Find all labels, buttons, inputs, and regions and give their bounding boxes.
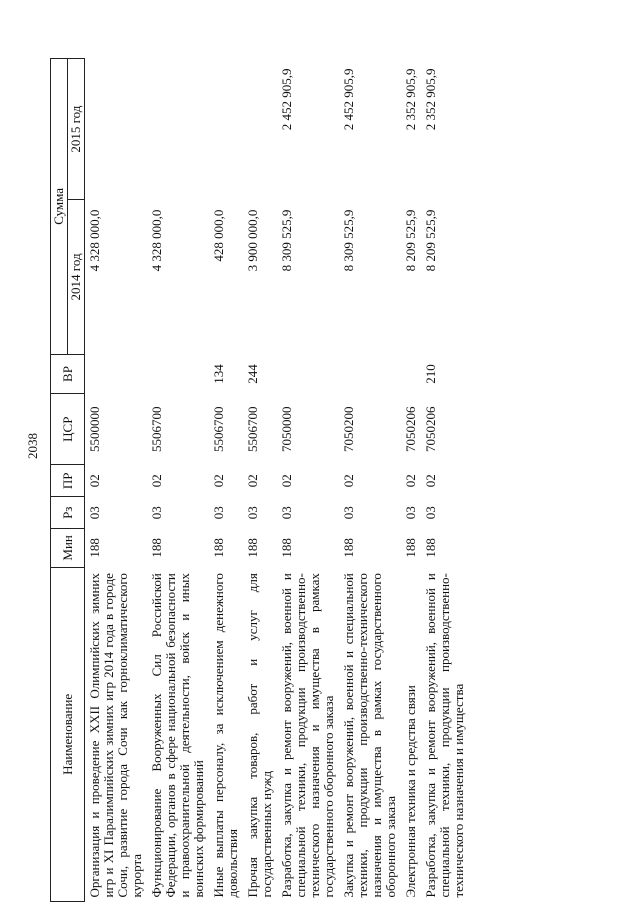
table-row (85, 59, 148, 902)
cell-vr (277, 354, 339, 394)
cell-name: Разработка, закупка и ремонт вооружений, военной и специальной техники, продукции производственно-технического назначения и имущества в рамках государственного оборонного заказа (279, 573, 336, 898)
cell-csr: 5500000 (87, 406, 102, 452)
cell-rz: 03 (279, 506, 294, 520)
cell-name: Закупка и ремонт вооружений, военной и специальной техники, продукции производственно-технического назначения и имущества в рамках государственного оборонного заказа (341, 573, 398, 898)
cell-vr (401, 354, 421, 394)
header-rz: Рз (51, 497, 85, 529)
cell-amount-2015 (147, 59, 209, 200)
table-row (401, 59, 421, 902)
cell-csr: 5506700 (149, 406, 164, 452)
cell-amount-2015: 2 452 905,9 (279, 68, 294, 131)
table-row (243, 59, 277, 902)
budget-table-sheet (50, 58, 590, 902)
cell-amount-2015 (85, 59, 148, 200)
cell-csr: 5506700 (211, 406, 226, 452)
cell-pr: 02 (245, 474, 260, 488)
cell-csr: 7050206 (423, 406, 438, 452)
header-name: Наименование (51, 567, 85, 901)
cell-csr: 7050000 (279, 406, 294, 452)
cell-vr: 134 (211, 364, 226, 384)
header-sum: Сумма (51, 59, 68, 355)
cell-min: 188 (245, 538, 260, 558)
cell-amount-2015 (243, 59, 277, 200)
table-row (147, 59, 209, 902)
cell-amount-2014: 8 209 525,9 (423, 209, 438, 272)
cell-amount-2015 (209, 59, 243, 200)
cell-csr: 5506700 (245, 406, 260, 452)
table-row (339, 59, 401, 902)
cell-name: Электронная техника и средства связи (403, 685, 418, 898)
cell-amount-2015: 2 452 905,9 (341, 68, 356, 131)
cell-pr: 02 (341, 474, 356, 488)
cell-amount-2014: 8 309 525,9 (341, 209, 356, 272)
cell-csr: 7050206 (403, 406, 418, 452)
cell-rz: 03 (211, 506, 226, 520)
table-row (421, 59, 469, 902)
table-body (85, 59, 470, 902)
cell-min: 188 (423, 538, 438, 558)
cell-pr: 02 (279, 474, 294, 488)
header-csr: ЦСР (51, 394, 85, 465)
cell-rz: 03 (149, 506, 164, 520)
cell-min: 188 (279, 538, 294, 558)
cell-rz: 03 (87, 506, 102, 520)
cell-min: 188 (149, 538, 164, 558)
cell-min: 188 (341, 538, 356, 558)
table-header (51, 59, 85, 902)
cell-rz: 03 (423, 506, 438, 520)
header-2014: 2014 год (68, 200, 85, 355)
header-vr: ВР (51, 354, 85, 394)
cell-pr: 02 (423, 474, 438, 488)
cell-csr: 7050200 (341, 406, 356, 452)
cell-amount-2014: 8 309 525,9 (279, 209, 294, 272)
cell-amount-2015: 2 352 905,9 (423, 68, 438, 131)
cell-name: Иные выплаты персоналу, за исключением денежного довольствия (211, 573, 240, 898)
cell-amount-2015: 2 352 905,9 (403, 68, 418, 131)
budget-table (50, 58, 469, 902)
cell-amount-2014: 4 328 000,0 (149, 209, 164, 272)
cell-rz: 03 (245, 506, 260, 520)
table-row (277, 59, 339, 902)
cell-amount-2014: 8 209 525,9 (403, 209, 418, 272)
header-2015: 2015 год (68, 59, 85, 200)
cell-name: Функционирование Вооруженных Сил Российской Федерации, органов в сфере национальной безопасности и правоохранительной деятельности, войск и иных воинских формирований (149, 573, 206, 898)
cell-amount-2014: 4 328 000,0 (87, 209, 102, 272)
cell-min: 188 (403, 538, 418, 558)
header-pr: ПР (51, 465, 85, 497)
cell-name: Прочая закупка товаров, работ и услуг для государственных нужд (245, 573, 274, 898)
cell-pr: 02 (211, 474, 226, 488)
cell-rz: 03 (341, 506, 356, 520)
cell-pr: 02 (149, 474, 164, 488)
cell-vr (339, 354, 401, 394)
cell-vr: 244 (245, 364, 260, 384)
cell-name: Разработка, закупка и ремонт вооружений, военной и специальной техники, продукции производственно-технического назначения и имущества (423, 573, 466, 898)
page-number: 2038 (25, 433, 40, 459)
table-row (209, 59, 243, 902)
cell-rz: 03 (403, 506, 418, 520)
cell-min: 188 (211, 538, 226, 558)
header-min: Мин (51, 529, 85, 568)
cell-pr: 02 (403, 474, 418, 488)
cell-vr (85, 354, 148, 394)
cell-amount-2014: 428 000,0 (211, 209, 226, 262)
cell-pr: 02 (87, 474, 102, 488)
cell-vr: 210 (423, 364, 438, 384)
cell-min: 188 (87, 538, 102, 558)
cell-name: Организация и проведение XXII Олимпийских зимних игр и XI Паралимпийских зимних игр 2014 года в городе Сочи, развитие города Сочи как горноклиматического курорта (87, 573, 144, 898)
cell-vr (147, 354, 209, 394)
cell-amount-2014: 3 900 000,0 (245, 209, 260, 272)
